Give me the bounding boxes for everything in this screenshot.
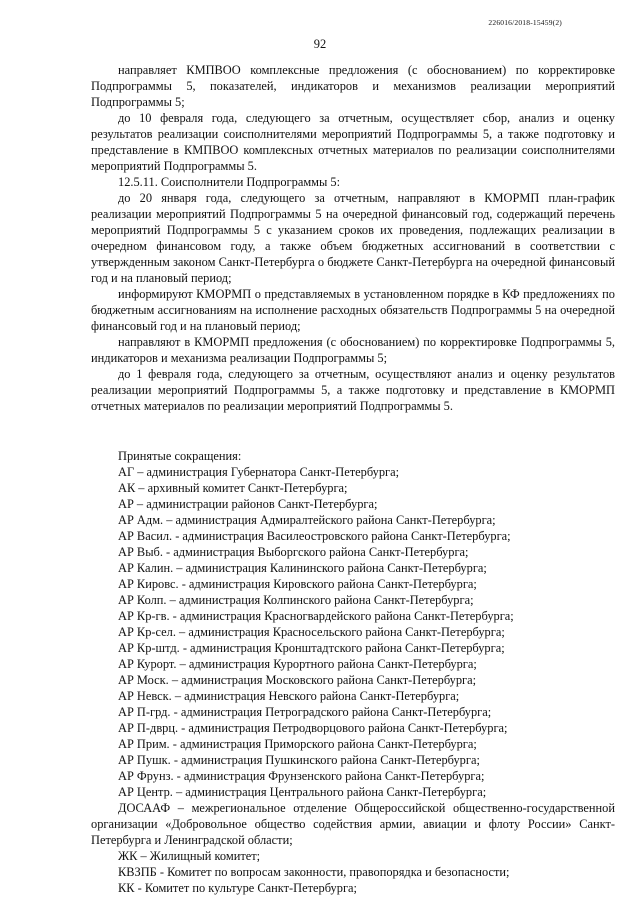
abbreviation-item: КВЗПБ - Комитет по вопросам законности, правопорядка и безопасности; — [118, 865, 510, 879]
abbreviation-item: АР Прим. - администрация Приморского района Санкт-Петербурга; — [118, 737, 477, 751]
abbreviation-item: АР Адм. – администрация Адмиралтейского района Санкт-Петербурга; — [118, 513, 496, 527]
abbreviation-item: ЖК – Жилищный комитет; — [118, 849, 261, 863]
paragraph: до 20 января года, следующего за отчетным, направляют в КМОРМП план-график реализации мероприятий Подпрограммы 5 на очередной финансовый год, содержащий перечень мероприятий Подпрограммы 5 с указанием сроков их проведения, подлежащих реализации в очередном финансовом году, а также объем бюджетных ассигнований в соответствии с утвержденным законом Санкт-Петербурга о бюджете Санкт-Петербурга на очередной финансовый год и на плановый период; — [91, 191, 615, 285]
abbreviation-item: АР Выб. - администрация Выборгского района Санкт-Петербурга; — [118, 545, 469, 559]
abbreviation-item: АР Пушк. - администрация Пушкинского района Санкт-Петербурга; — [118, 753, 480, 767]
abbreviation-item: АР Курорт. – администрация Курортного района Санкт-Петербурга; — [118, 657, 477, 671]
abbreviation-item: АР Моск. – администрация Московского района Санкт-Петербурга; — [118, 673, 477, 687]
abbreviation-item: АР Фрунз. - администрация Фрунзенского района Санкт-Петербурга; — [118, 769, 485, 783]
abbreviation-item: КК - Комитет по культуре Санкт-Петербурга; — [118, 881, 357, 895]
paragraph: направляют в КМОРМП предложения (с обоснованием) по корректировке Подпрограммы 5, индикаторов и механизма реализации Подпрограммы 5; — [91, 335, 615, 365]
abbreviation-item: ДОСААФ – межрегиональное отделение Общероссийской общественно-государственной организации «Добровольное общество содействия армии, авиации и флоту России» Санкт-Петербурга и Ленинградской области; — [91, 801, 615, 847]
abbreviation-item: АР Васил. - администрация Василеостровского района Санкт-Петербурга; — [118, 529, 511, 543]
paragraph: направляет КМПВОО комплексные предложения (с обоснованием) по корректировке Подпрограммы 5, показателей, индикаторов и механизмов реализации мероприятий Подпрограммы 5; — [91, 63, 615, 109]
abbreviation-item: АР Калин. – администрация Калининского района Санкт-Петербурга; — [118, 561, 487, 575]
abbreviation-item: АР Кр-гв. - администрация Красногвардейского района Санкт-Петербурга; — [118, 609, 514, 623]
paragraph: информируют КМОРМП о представляемых в установленном порядке в КФ предложениях по бюджетным ассигнованиям на исполнение расходных обязательств Подпрограммы 5 на очередной финансовый год и на плановый период; — [91, 287, 615, 333]
abbreviation-item: АР – администрации районов Санкт-Петербурга; — [118, 497, 378, 511]
page-body — [91, 62, 615, 896]
abbreviation-item: АР П-грд. - администрация Петроградского района Санкт-Петербурга; — [118, 705, 492, 719]
abbreviation-item: АР Колп. – администрация Колпинского района Санкт-Петербурга; — [118, 593, 474, 607]
page-number: 92 — [313, 37, 327, 51]
abbreviation-item: АР Центр. – администрация Центрального района Санкт-Петербурга; — [118, 785, 487, 799]
abbreviations-list — [91, 448, 615, 896]
abbreviation-item: АК – архивный комитет Санкт-Петербурга; — [118, 481, 348, 495]
paragraph: до 1 февраля года, следующего за отчетным, осуществляют анализ и оценку результатов реализации мероприятий Подпрограммы 5, а также подготовку и представление в КМОРМП отчетных материалов по реализации мероприятий Подпрограммы 5. — [91, 367, 615, 413]
abbreviation-item: АР Кр-сел. – администрация Красносельского района Санкт-Петербурга; — [118, 625, 505, 639]
abbreviation-item: АР Невск. – администрация Невского района Санкт-Петербурга; — [118, 689, 460, 703]
abbreviations-title: Принятые сокращения: — [118, 449, 242, 463]
abbreviation-item: АР П-дврц. - администрация Петродворцового района Санкт-Петербурга; — [118, 721, 508, 735]
abbreviation-item: АР Кировс. - администрация Кировского района Санкт-Петербурга; — [118, 577, 477, 591]
document-id: 226016/2018-15459(2) — [488, 18, 562, 27]
abbreviation-item: АР Кр-штд. - администрация Кронштадтского района Санкт-Петербурга; — [118, 641, 505, 655]
abbreviation-item: АГ – администрация Губернатора Санкт-Петербурга; — [118, 465, 400, 479]
section-heading: 12.5.11. Соисполнители Подпрограммы 5: — [118, 175, 341, 189]
paragraph: до 10 февраля года, следующего за отчетным, осуществляет сбор, анализ и оценку результатов реализации соисполнителями мероприятий Подпрограммы 5, а также подготовку и представление в КМПВОО комплексных отчетных материалов по реализации соисполнителями мероприятий Подпрограммы 5. — [91, 111, 615, 173]
